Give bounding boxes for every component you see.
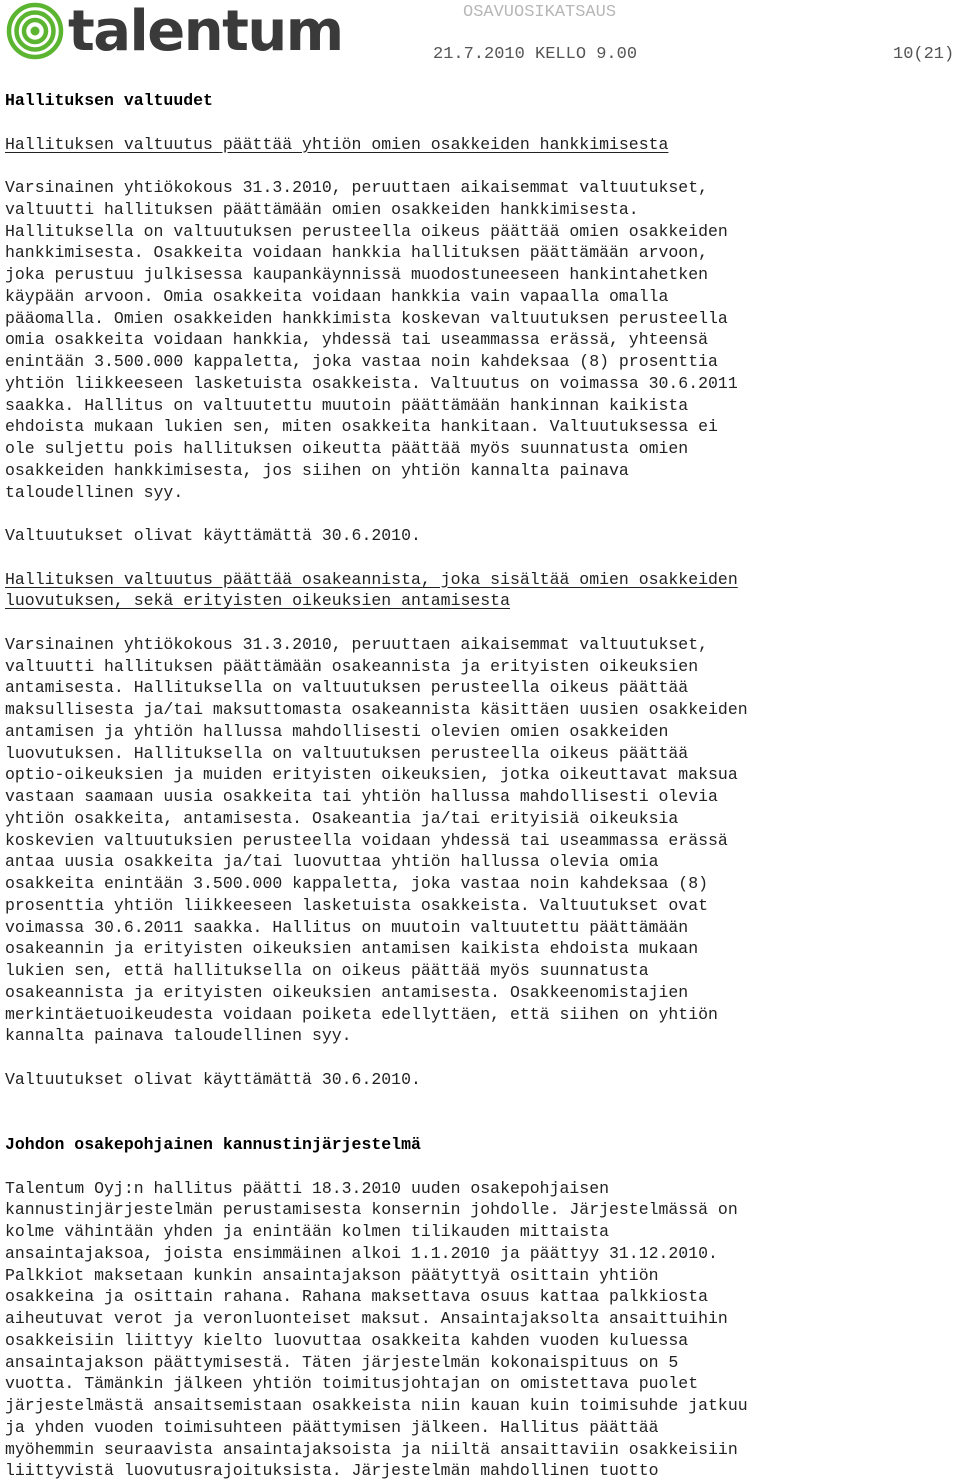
text-line: Johdon osakepohjainen kannustinjärjestelmä <box>5 1135 421 1154</box>
paragraph <box>5 177 955 503</box>
text-line: saakka. Hallitus on valtuutettu muutoin päättämään hankinnan kaikista <box>5 395 689 415</box>
section-heading <box>5 90 955 112</box>
text-line: yhtiön osakkeita, antamisesta. Osakeantia ja/tai erityisiä oikeuksia <box>5 808 679 828</box>
text-line: valtuutti hallituksen päättämään osakeannista ja erityisten oikeuksien <box>5 656 699 676</box>
subsection-heading <box>5 134 955 156</box>
text-line: taloudellinen syy. <box>5 482 184 502</box>
text-line: järjestelmästä ansaitsemistaan osakkeista niin kauan kuin toimisuhde jatkuu <box>5 1396 748 1415</box>
text-line: antamisen ja yhtiön hallussa mahdollisesti olevien omien osakkeiden <box>5 721 669 741</box>
talentum-logo <box>4 2 354 62</box>
text-line: maksullisesta ja/tai maksuttomasta osakeannista käsittäen uusien osakkeiden <box>5 700 748 719</box>
text-line: Valtuutukset olivat käyttämättä 30.6.2010. <box>5 1069 421 1089</box>
text-line: hankkimisesta. Osakkeita voidaan hankkia hallituksen päättämään arvoon, <box>5 243 709 263</box>
section-heading <box>5 1134 955 1156</box>
subsection-heading <box>5 569 955 613</box>
blank-line <box>5 1091 955 1113</box>
underlined-text: Hallituksen valtuutus päättää osakeannista, joka sisältää omien osakkeiden <box>5 569 738 589</box>
text-line: yhtiön liikkeeseen lasketuista osakkeista. Valtuutus on voimassa 30.6.2011 <box>5 373 738 393</box>
blank-line <box>5 503 955 525</box>
talentum-logo-mark-icon <box>4 2 354 62</box>
text-line: voimassa 30.6.2011 saakka. Hallitus on muutoin valtuutettu päättämään <box>5 917 689 937</box>
text-line: Varsinainen yhtiökokous 31.3.2010, peruuttaen aikaisemmat valtuutukset, <box>5 634 709 654</box>
paragraph <box>5 525 955 547</box>
text-line: valtuutti hallituksen päättämään omien osakkeiden hankkimisesta. <box>5 199 639 219</box>
text-line: kannustinjärjestelmän perustamisesta konsernin johdolle. Järjestelmässä on <box>5 1200 738 1220</box>
text-line: Varsinainen yhtiökokous 31.3.2010, peruuttaen aikaisemmat valtuutukset, <box>5 178 709 197</box>
underlined-text: Hallituksen valtuutus päättää yhtiön omien osakkeiden hankkimisesta <box>5 134 669 154</box>
blank-line <box>5 612 955 634</box>
underlined-text: luovutuksen, sekä erityisten oikeuksien antamisesta <box>5 591 510 611</box>
text-line: ja yhden vuoden toimisuhteen päättymisen jälkeen. Hallitus päättää <box>5 1417 659 1437</box>
text-line: osakkeiden hankkimisesta, jos siihen on yhtiön kannalta painava <box>5 460 629 480</box>
text-line: Hallituksella on valtuutuksen perusteella oikeus päättää omien osakkeiden <box>5 221 728 241</box>
text-line: vuotta. Tämänkin jälkeen yhtiön toimitusjohtajan on omistettava puolet <box>5 1374 699 1394</box>
text-line: lukien sen, että hallituksella on oikeus päättää myös suunnatusta <box>5 961 649 980</box>
paragraph <box>5 1069 955 1091</box>
text-line: osakkeisiin liittyy kielto luovuttaa osakkeita kahden vuoden kuluessa <box>5 1330 689 1350</box>
page-number: 10(21) <box>893 45 955 64</box>
text-line: myöhemmin seuraavista ansaintajaksoista ja niiltä ansaittaviin osakkeisiin <box>5 1439 738 1459</box>
text-line: optio-oikeuksien ja muiden erityisten oikeuksien, jotka oikeuttavat maksua <box>5 765 738 785</box>
blank-line <box>5 1047 955 1069</box>
text-line: enintään 3.500.000 kappaletta, joka vastaa noin kahdeksaa (8) prosenttia <box>5 352 718 371</box>
text-line: kannalta painava taloudellinen syy. <box>5 1026 352 1046</box>
text-line: Talentum Oyj:n hallitus päätti 18.3.2010 uuden osakepohjaisen <box>5 1178 609 1198</box>
document-body <box>5 90 955 1482</box>
text-line: osakkeina ja osittain rahana. Rahana maksettava osuus kattaa palkkiosta <box>5 1287 709 1307</box>
text-line: Palkkiot maksetaan kunkin ansaintajakson päätyttyä osittain yhtiön <box>5 1265 659 1285</box>
blank-line <box>5 112 955 134</box>
text-line: antaa uusia osakkeita ja/tai luovuttaa yhtiön hallussa olevia omia <box>5 852 659 872</box>
text-line: ole suljettu pois hallituksen oikeutta päättää myös suunnatusta omien <box>5 439 689 458</box>
document-title: OSAVUOSIKATSAUS <box>463 3 617 22</box>
text-line: Hallituksen valtuudet <box>5 91 213 110</box>
text-line <box>5 134 955 156</box>
text-line: osakeannin ja erityisten oikeuksien antamisen kaikista ehdoista mukaan <box>5 939 699 959</box>
text-line: aiheutuvat verot ja veronluonteiset maksut. Ansaintajaksolta ansaittuihin <box>5 1309 728 1328</box>
text-line: osakeannista ja erityisten oikeuksien antamisesta. Osakkeenomistajien <box>5 982 689 1002</box>
text-line: kolme vähintään yhden ja enintään kolmen tilikauden mittaista <box>5 1222 609 1241</box>
paragraph <box>5 634 955 1047</box>
text-line <box>5 590 955 612</box>
logo-wordmark: talentum <box>68 2 343 62</box>
text-line: ansaintajakson päättymisestä. Täten järjestelmän kokonaispituus on 5 <box>5 1352 679 1372</box>
text-line <box>5 569 955 591</box>
text-line: koskevien valtuutuksien perusteella voidaan yhdessä tai useammassa erässä <box>5 830 728 850</box>
text-line: omia osakkeita voidaan hankkia, yhdessä tai useammassa erässä, yhteensä <box>5 330 709 350</box>
text-line: vastaan saamaan uusia osakkeita tai yhtiön hallussa mahdollisesti olevia <box>5 787 718 806</box>
text-line: prosenttia yhtiön liikkeeseen lasketuista osakkeista. Valtuutukset ovat <box>5 895 709 915</box>
release-date: 21.7.2010 KELLO 9.00 <box>433 45 638 64</box>
blank-line <box>5 547 955 569</box>
text-line: ehdoista mukaan lukien sen, miten osakkeita hankitaan. Valtuutuksessa ei <box>5 417 718 437</box>
page-header <box>0 0 960 80</box>
text-line: luovutuksen. Hallituksella on valtuutuksen perusteella oikeus päättää <box>5 743 689 763</box>
text-line: antamisesta. Hallituksella on valtuutuksen perusteella oikeus päättää <box>5 678 689 698</box>
paragraph <box>5 1178 955 1482</box>
text-line: Valtuutukset olivat käyttämättä 30.6.2010. <box>5 526 421 545</box>
blank-line <box>5 155 955 177</box>
text-line: pääomalla. Omien osakkeiden hankkimista koskevan valtuutuksen perusteella <box>5 308 728 328</box>
spacer <box>5 1112 955 1134</box>
text-line: käypään arvoon. Omia osakkeita voidaan hankkia vain vapaalla omalla <box>5 286 669 306</box>
text-line: merkintäetuoikeudesta voidaan poiketa edellyttäen, että siihen on yhtiön <box>5 1004 718 1024</box>
text-line: ansaintajaksoa, joista ensimmäinen alkoi 1.1.2010 ja päättyy 31.12.2010. <box>5 1243 718 1263</box>
text-line: osakkeita enintään 3.500.000 kappaletta, joka vastaa noin kahdeksaa (8) <box>5 874 709 893</box>
blank-line <box>5 1156 955 1178</box>
text-line: liittyvistä luovutusrajoituksista. Järjestelmän mahdollinen tuotto <box>5 1461 659 1481</box>
text-line: joka perustuu julkisessa kaupankäynnissä muodostuneeseen hankintahetken <box>5 265 709 284</box>
